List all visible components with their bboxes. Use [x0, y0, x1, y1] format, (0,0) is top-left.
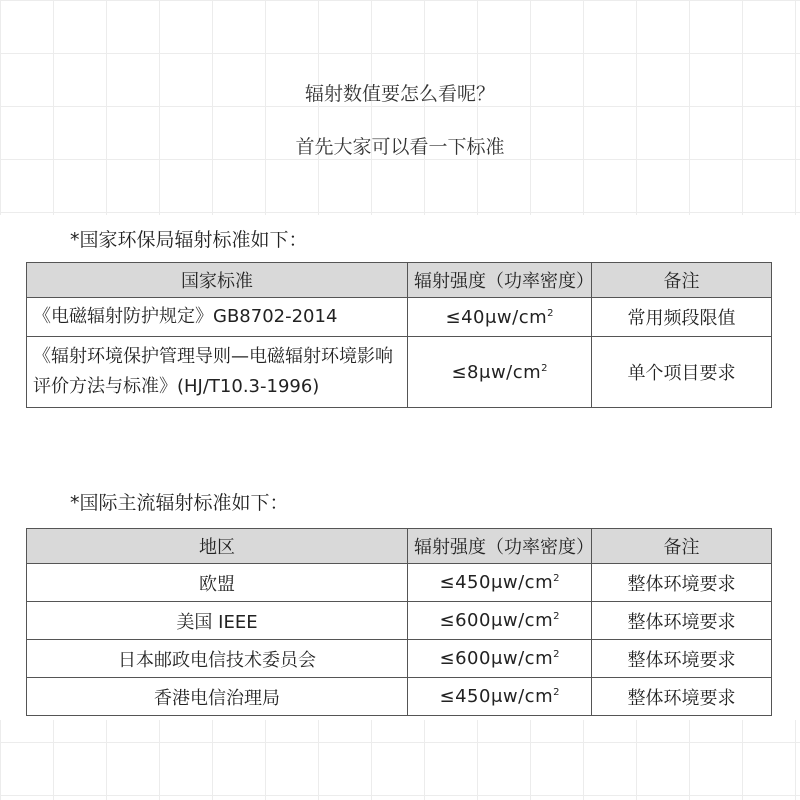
international-caption: *国际主流辐射标准如下：	[70, 492, 289, 514]
header-intensity: 辐射强度（功率密度）	[408, 263, 592, 298]
note-cell: 常用频段限值	[592, 298, 772, 337]
standards-panel	[0, 215, 800, 720]
note-cell: 整体环境要求	[592, 564, 772, 602]
table-row	[27, 337, 772, 408]
table-header-row	[27, 529, 772, 564]
region-name: 日本邮政电信技术委员会	[27, 640, 408, 678]
note-cell: 单个项目要求	[592, 337, 772, 408]
header-region: 地区	[27, 529, 408, 564]
intensity-value: $\le 450\mu w/cm^2$	[408, 564, 592, 602]
intensity-value: $\le 600\mu w/cm^2$	[408, 602, 592, 640]
header-note: 备注	[592, 529, 772, 564]
table-row	[27, 298, 772, 337]
intensity-value: $\le 450\mu w/cm^2$	[408, 678, 592, 716]
header-intensity: 辐射强度（功率密度）	[408, 529, 592, 564]
table-row	[27, 564, 772, 602]
domestic-standards-table	[26, 262, 772, 408]
header-standard: 国家标准	[27, 263, 408, 298]
standard-name: 《辐射环境保护管理导则—电磁辐射环境影响评价方法与标准》(HJ/T10.3-1996)	[27, 337, 408, 408]
intensity-value: $\le 8\mu w/cm^2$	[408, 337, 592, 408]
region-name: 香港电信治理局	[27, 678, 408, 716]
international-standards-table	[26, 528, 772, 716]
region-name: 美国 IEEE	[27, 602, 408, 640]
table-row	[27, 602, 772, 640]
table-header-row	[27, 263, 772, 298]
note-cell: 整体环境要求	[592, 640, 772, 678]
intro-subtitle: 首先大家可以看一下标准	[295, 136, 505, 158]
table-row	[27, 640, 772, 678]
intensity-value: $\le 600\mu w/cm^2$	[408, 640, 592, 678]
domestic-caption: *国家环保局辐射标准如下：	[70, 229, 308, 251]
intensity-value: $\le 40\mu w/cm^2$	[408, 298, 592, 337]
region-name: 欧盟	[27, 564, 408, 602]
table-row	[27, 678, 772, 716]
header-note: 备注	[592, 263, 772, 298]
note-cell: 整体环境要求	[592, 678, 772, 716]
note-cell: 整体环境要求	[592, 602, 772, 640]
standard-name: 《电磁辐射防护规定》GB8702-2014	[27, 298, 408, 337]
intro-question: 辐射数值要怎么看呢？	[304, 83, 495, 105]
